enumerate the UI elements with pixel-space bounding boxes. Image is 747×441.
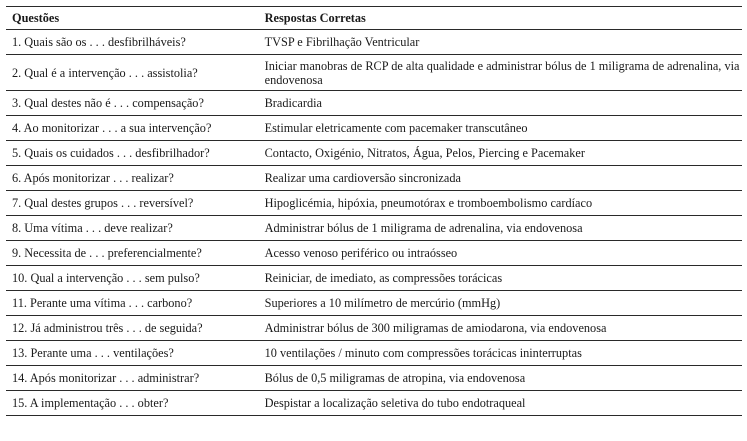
answer-cell: Bradicardia xyxy=(259,91,742,116)
question-cell: 15. A implementação . . . obter? xyxy=(6,391,259,416)
answer-cell: Superiores a 10 milímetro de mercúrio (mmHg) xyxy=(259,291,742,316)
question-cell: 11. Perante uma vítima . . . carbono? xyxy=(6,291,259,316)
table-row xyxy=(6,366,742,391)
question-cell: 9. Necessita de . . . preferencialmente? xyxy=(6,241,259,266)
answer-cell: Despistar a localização seletiva do tubo endotraqueal xyxy=(259,391,742,416)
question-cell: 1. Quais são os . . . desfibrilháveis? xyxy=(6,30,259,55)
table-row xyxy=(6,266,742,291)
question-cell: 3. Qual destes não é . . . compensação? xyxy=(6,91,259,116)
answer-cell: TVSP e Fibrilhação Ventricular xyxy=(259,30,742,55)
answer-cell: Administrar bólus de 300 miligramas de amiodarona, via endovenosa xyxy=(259,316,742,341)
question-cell: 2. Qual é a intervenção . . . assistolia? xyxy=(6,55,259,91)
answer-cell: Bólus de 0,5 miligramas de atropina, via endovenosa xyxy=(259,366,742,391)
table-row xyxy=(6,116,742,141)
question-cell: 13. Perante uma . . . ventilações? xyxy=(6,341,259,366)
question-cell: 6. Após monitorizar . . . realizar? xyxy=(6,166,259,191)
table-header-row xyxy=(6,7,742,30)
table-row xyxy=(6,391,742,416)
table-row xyxy=(6,241,742,266)
table-row xyxy=(6,141,742,166)
question-cell: 14. Após monitorizar . . . administrar? xyxy=(6,366,259,391)
table-row xyxy=(6,55,742,91)
table-row xyxy=(6,91,742,116)
question-cell: 5. Quais os cuidados . . . desfibrilhador? xyxy=(6,141,259,166)
question-cell: 8. Uma vítima . . . deve realizar? xyxy=(6,216,259,241)
question-cell: 10. Qual a intervenção . . . sem pulso? xyxy=(6,266,259,291)
header-questions: Questões xyxy=(6,7,259,30)
question-cell: 4. Ao monitorizar . . . a sua intervenção? xyxy=(6,116,259,141)
answer-cell: Administrar bólus de 1 miligrama de adrenalina, via endovenosa xyxy=(259,216,742,241)
answer-cell: Hipoglicémia, hipóxia, pneumotórax e tromboembolismo cardíaco xyxy=(259,191,742,216)
answer-cell: Estimular eletricamente com pacemaker transcutâneo xyxy=(259,116,742,141)
qa-table xyxy=(6,6,742,416)
answer-cell: Acesso venoso periférico ou intraósseo xyxy=(259,241,742,266)
answer-cell: 10 ventilações / minuto com compressões torácicas ininterruptas xyxy=(259,341,742,366)
table-row xyxy=(6,30,742,55)
table-row xyxy=(6,341,742,366)
question-cell: 12. Já administrou três . . . de seguida? xyxy=(6,316,259,341)
header-answers: Respostas Corretas xyxy=(259,7,742,30)
question-cell: 7. Qual destes grupos . . . reversível? xyxy=(6,191,259,216)
answer-cell: Realizar uma cardioversão sincronizada xyxy=(259,166,742,191)
answer-cell: Contacto, Oxigénio, Nitratos, Água, Pelos, Piercing e Pacemaker xyxy=(259,141,742,166)
table-row xyxy=(6,166,742,191)
table-row xyxy=(6,191,742,216)
table-row xyxy=(6,216,742,241)
table-row xyxy=(6,291,742,316)
answer-cell: Iniciar manobras de RCP de alta qualidade e administrar bólus de 1 miligrama de adrenalina, via endovenosa xyxy=(259,55,742,91)
table-row xyxy=(6,316,742,341)
answer-cell: Reiniciar, de imediato, as compressões torácicas xyxy=(259,266,742,291)
